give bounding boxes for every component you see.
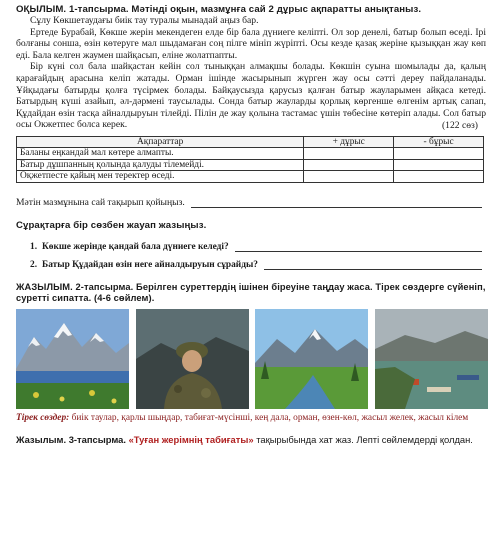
table-row	[17, 171, 484, 183]
question-2-row	[16, 260, 486, 270]
info-table	[16, 136, 484, 183]
table-cell-false-check[interactable]	[394, 148, 484, 160]
task1-heading: ОҚЫЛЫМ. 1-тапсырма. Мәтінді оқын, мазмұнға сай 2 дұрыс ақпаратты анықтаныз.	[16, 4, 422, 15]
table-cell-false-check[interactable]	[394, 171, 484, 183]
question-text: Көкше жерінде қандай бала дүниеге келеді?	[42, 241, 229, 252]
questions-heading: Сұрақтарға бір сөзбен жауап жазыңыз.	[16, 219, 207, 231]
table-cell-true-check[interactable]	[304, 159, 394, 171]
table-header-true: + дұрыс	[304, 136, 394, 148]
table-row	[17, 148, 484, 160]
question-2-answer-line[interactable]	[264, 261, 482, 270]
support-words: биік таулар, қарлы шыңдар, табиғат-мүсінші, кең дала, орман, өзен-көл, жасыл желек, жасыл кілем	[71, 412, 469, 423]
task2-heading: ЖАЗЫЛЫМ. 2-тапсырма. Берілген суреттердің ішінен біреуіне таңдау жаса. Тірек сөздерге сүйеніп, суретті сипатта. (4-6 сөйлем).	[16, 281, 486, 303]
question-number: 2.	[30, 259, 38, 270]
title-prompt-row	[16, 197, 486, 208]
table-row	[17, 159, 484, 171]
table-cell-statement: Оқжетпесте қайың мен теректер өседі.	[17, 171, 304, 183]
title-answer-line[interactable]	[191, 199, 482, 208]
soldier-photo[interactable]	[136, 309, 249, 409]
task3-instruction: тақырыбында хат жаз. Лепті сөйлемдерді қолдан.	[256, 433, 473, 445]
table-cell-true-check[interactable]	[304, 171, 394, 183]
question-1-answer-line[interactable]	[235, 243, 482, 252]
valley-photo[interactable]	[255, 309, 368, 409]
table-cell-statement: Батыр дұшпанның қолында қалуды тілемейді.	[17, 159, 304, 171]
table-cell-true-check[interactable]	[304, 148, 394, 160]
title-prompt: Мәтін мазмұнына сай тақырып қойыңыз.	[16, 196, 185, 208]
table-cell-false-check[interactable]	[394, 159, 484, 171]
support-words-block	[16, 413, 486, 424]
photo-row	[16, 309, 488, 409]
task3-topic: «Туған жерімнің табиғаты»	[128, 433, 254, 445]
task3-heading: Жазылым. 3-тапсырма.	[16, 433, 126, 445]
lake-boats-photo[interactable]	[375, 309, 488, 409]
word-count: (122 сөз)	[441, 119, 478, 131]
table-cell-statement: Баланы еңкандай мал көтере алмапты.	[17, 148, 304, 160]
legend-paragraph-2: Бір күні сол бала шайқастан кейін сол тыныққан алмақшы болады. Көкшін суына шомылады да, қалың қарағайдың арасына келіп жатады. Орман ішінде жасырынып жүрген жау осы сәтті дереу пайдаланады. Ұйқыдағы батырды қолға түсірмек болады. Байқаусызда қарусыз қалған батыр жауларымен айқаса кетеді. Батырдың күші азайып, әл-дәрмені таусылады. Сонда батыр жауларды қорлық көргенше өлгенім артық сапап, Құдайдан өзін тасқа айналдыруын тілейді. Пілін де жау қолына тастамас үшін төбесіне көтеріп алады. Сол батыр осы Окжетпес болса керек.	[16, 61, 486, 131]
table-header-info: Ақпараттар	[17, 136, 304, 148]
legend-intro: Сұлу Көкшетаудағы биік тау туралы мынадай аңыз бар.	[30, 15, 259, 26]
task3-block	[16, 434, 486, 445]
table-header-row	[17, 136, 484, 148]
table-header-false: - бұрыс	[394, 136, 484, 148]
legend-paragraph-1: Ертеде Бурабай, Көкше жерін мекендеген елде бір бала дүниеге келіпті. Ол зор денелі, батыр болып өседі. Ірі болғаны сонша, өзін көтеруге мал шыдамаған соң пілге мініп жүріпті. Осы кезде қазақ жеріне қызыққан жау көп еді. Бала келген жаумен шайқасып, еліне жолатпапты.	[16, 26, 486, 61]
question-number: 1.	[30, 241, 38, 252]
mountain-lake-photo[interactable]	[16, 309, 129, 409]
support-words-label: Тірек сөздер:	[16, 412, 70, 423]
question-text: Батыр Құдайдан өзін неге айналдыруын сұрайды?	[42, 259, 258, 270]
question-1-row	[16, 242, 486, 252]
